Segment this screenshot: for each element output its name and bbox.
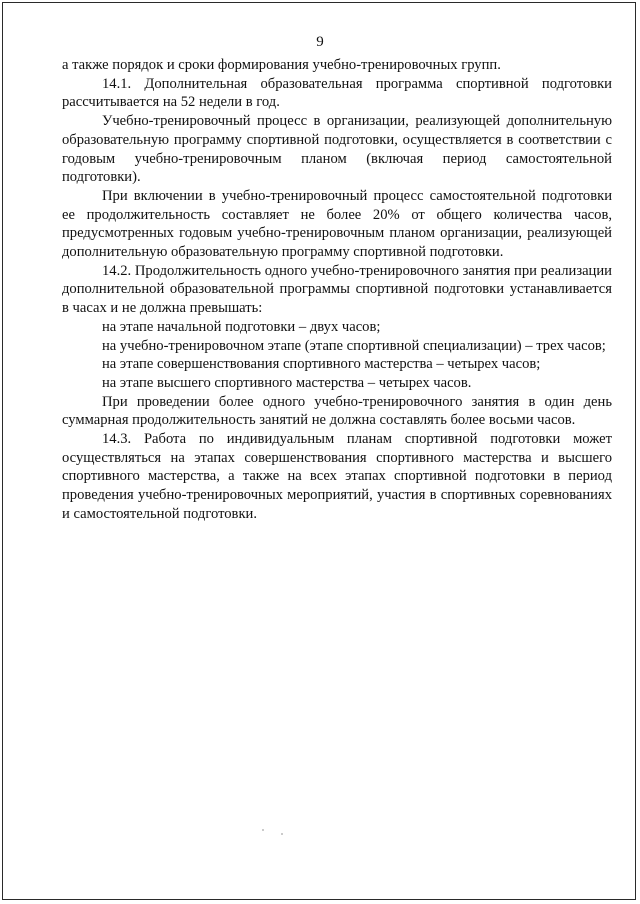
scan-speck bbox=[281, 833, 283, 835]
paragraph-daily-limit: При проведении более одного учебно-тренировочного занятия в один день суммарная продолжительность занятий не должна составлять более восьми часов. bbox=[62, 393, 612, 429]
list-item-improvement-stage: на этапе совершенствования спортивного мастерства – четырех часов; bbox=[102, 356, 541, 373]
document-body bbox=[62, 56, 612, 524]
paragraph-14-2: 14.2. Продолжительность одного учебно-тренировочного занятия при реализации дополнительной образовательной программы спортивной подготовки устанавливается в часах и не должна превышать: bbox=[62, 262, 612, 317]
paragraph-14-1: 14.1. Дополнительная образовательная программа спортивной подготовки рассчитывается на 52 недели в год. bbox=[62, 75, 612, 111]
page-number: 9 bbox=[316, 34, 324, 50]
list-item-higher-stage: на этапе высшего спортивного мастерства – четырех часов. bbox=[102, 374, 472, 391]
list-item-initial-stage: на этапе начальной подготовки – двух часов; bbox=[102, 318, 381, 335]
scan-speck bbox=[262, 829, 264, 831]
paragraph-training-process: Учебно-тренировочный процесс в организации, реализующей дополнительную образовательную программу спортивной подготовки, осуществляется в соответствии с годовым учебно-тренировочным планом (включая период самостоятельной подготовки). bbox=[62, 113, 612, 186]
paragraph-continuation: а также порядок и сроки формирования учебно-тренировочных групп. bbox=[62, 57, 501, 73]
paragraph-14-3: 14.3. Работа по индивидуальным планам спортивной подготовки может осуществляться на этапах совершенствования спортивного мастерства и высшего спортивного мастерства, а также на всех этапах спортивной подготовки в период проведения учебно-тренировочных мероприятий, участия в спортивных соревнованиях и самостоятельной подготовки. bbox=[62, 431, 612, 522]
list-item-training-stage: на учебно-тренировочном этапе (этапе спортивной специализации) – трех часов; bbox=[102, 337, 606, 354]
paragraph-self-training: При включении в учебно-тренировочный процесс самостоятельной подготовки ее продолжительность составляет не более 20% от общего количества часов, предусмотренных годовым учебно-тренировочным планом организации, реализующей дополнительную образовательную программу спортивной подготовки. bbox=[62, 187, 612, 261]
